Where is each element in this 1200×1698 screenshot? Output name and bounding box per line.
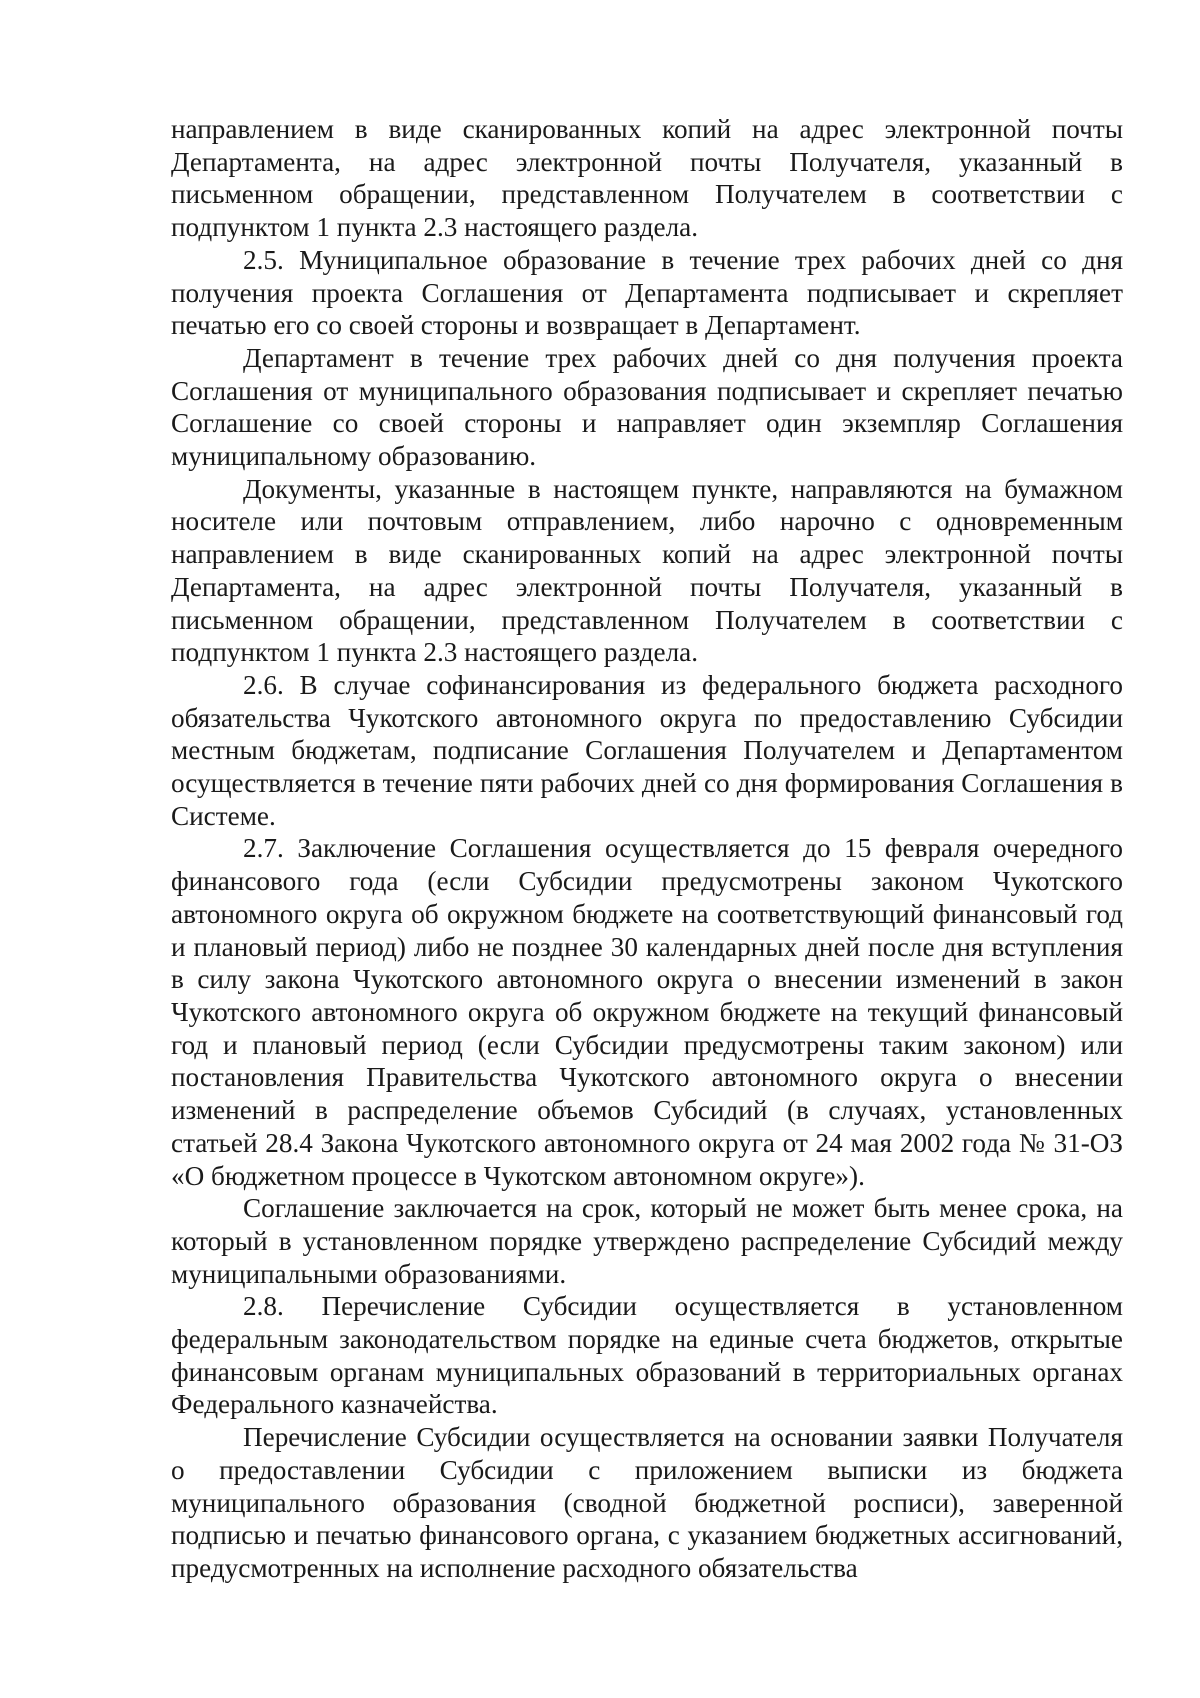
paragraph-department-signing: Департамент в течение трех рабочих дней со дня получения проекта Соглашения от муниципального образования подписывает и скрепляет печатью Соглашение со своей стороны и направляет один экземпляр Соглашения муниципальному образованию. [171,342,1123,472]
document-body [171,113,1123,1585]
paragraph-2-7: 2.7. Заключение Соглашения осуществляется до 15 февраля очередного финансового года (если Субсидии предусмотрены законом Чукотского автономного округа об окружном бюджете на соответствующий финансовый год и плановый период) либо не позднее 30 календарных дней после дня вступления в силу закона Чукотского автономного округа о внесении изменений в закон Чукотского автономного округа об окружном бюджете на текущий финансовый год и плановый период (если Субсидии предусмотрены таким законом) или постановления Правительства Чукотского автономного округа о внесении изменений в распределение объемов Субсидий (в случаях, установленных статьей 28.4 Закона Чукотского автономного округа от 24 мая 2002 года № 31-ОЗ «О бюджетном процессе в Чукотском автономном округе»). [171,833,1123,1191]
paragraph-documents-delivery: Документы, указанные в настоящем пункте, направляются на бумажном носителе или почтовым отправлением, либо нарочно с одновременным направлением в виде сканированных копий на адрес электронной почты Департамента, на адрес электронной почты Получателя, указанный в письменном обращении, представленном Получателем в соответствии с подпунктом 1 пункта 2.3 настоящего раздела. [171,473,1123,668]
paragraph-2-6: 2.6. В случае софинансирования из федерального бюджета расходного обязательства Чукотского автономного округа по предоставлению Субсидии местным бюджетам, подписание Соглашения Получателем и Департаментом осуществляется в течение пяти рабочих дней со дня формирования Соглашения в Системе. [171,669,1123,831]
paragraph-2-5: 2.5. Муниципальное образование в течение трех рабочих дней со дня получения проекта Соглашения от Департамента подписывает и скрепляет печатью его со своей стороны и возвращает в Департамент. [171,244,1123,341]
paragraph-transfer-basis: Перечисление Субсидии осуществляется на основании заявки Получателя о предоставлении Субсидии с приложением выписки из бюджета муниципального образования (сводной бюджетной росписи), заверенной подписью и печатью финансового органа, с указанием бюджетных ассигнований, предусмотренных на исполнение расходного обязательства [171,1422,1123,1583]
paragraph-continuation: направлением в виде сканированных копий на адрес электронной почты Департамента, на адрес электронной почты Получателя, указанный в письменном обращении, представленном Получателем в соответствии с подпунктом 1 пункта 2.3 настоящего раздела. [171,114,1123,243]
paragraph-agreement-term: Соглашение заключается на срок, который не может быть менее срока, на который в установленном порядке утверждено распределение Субсидий между муниципальными образованиями. [171,1193,1123,1289]
paragraph-2-8: 2.8. Перечисление Субсидии осуществляется в установленном федеральным законодательством порядке на единые счета бюджетов, открытые финансовым органам муниципальных образований в территориальных органах Федерального казначейства. [171,1291,1123,1420]
